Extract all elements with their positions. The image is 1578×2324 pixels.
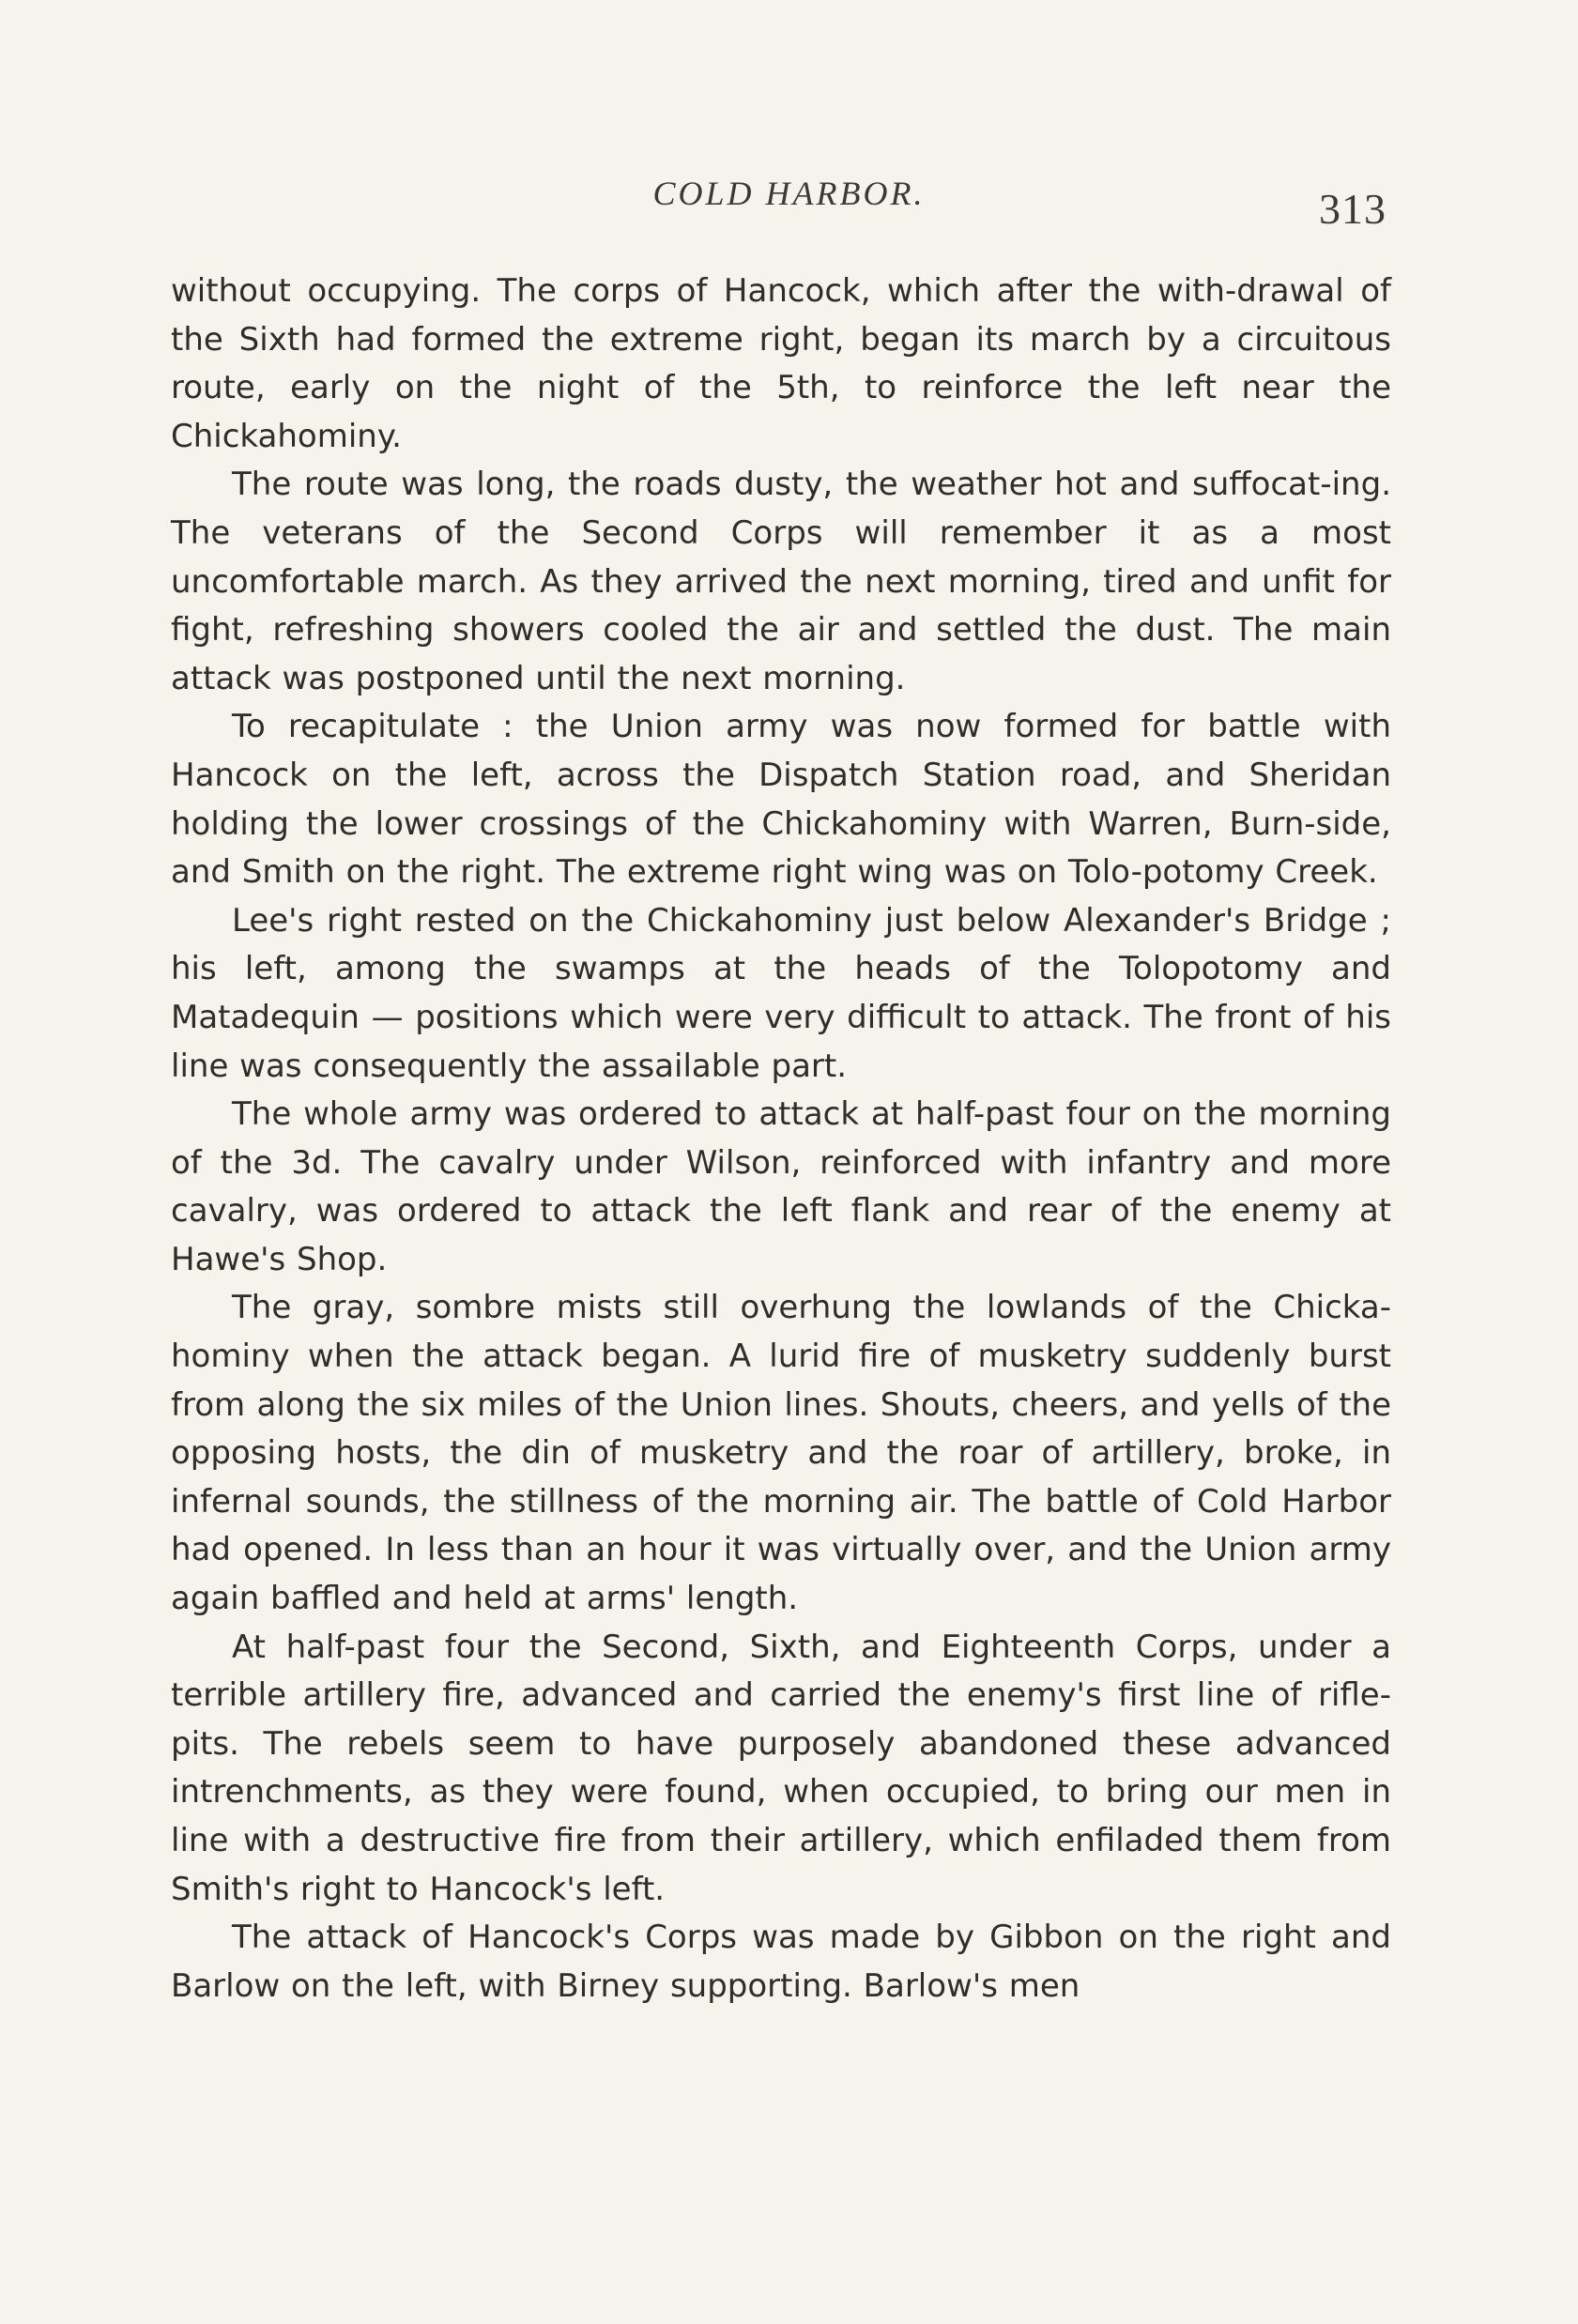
running-head-title: COLD HARBOR.	[652, 175, 926, 212]
paragraph: The whole army was ordered to attack at half-past four on the morning of the 3d. The cavalry under Wilson, reinforced with infantry and more cavalry, was ordered to attack the left flank and rear of the enemy at Hawe's Shop.	[171, 1095, 1391, 1278]
paragraph: The route was long, the roads dusty, the weather hot and suffocat-ing. The veterans of the Second Corps will remember it as a most uncomfortable march. As they arrived the next morning, tired and unfit for fight, refreshing showers cooled the air and settled the dust. The main attack was postponed until the next morning.	[171, 466, 1391, 697]
paragraph: Lee's right rested on the Chickahominy just below Alexander's Bridge ; his left, among the swamps at the heads of the Tolopotomy and Matadequin — positions which were very difficult to attack. The front of his line was consequently the assailable part.	[171, 901, 1391, 1085]
paragraph: The gray, sombre mists still overhung the lowlands of the Chicka-hominy when the attack began. A lurid fire of musketry suddenly burst from along the six miles of the Union lines. Shouts, cheers, and yells of the opposing hosts, the din of musketry and the roar of artillery, broke, in infernal sounds, the stillness of the morning air. The battle of Cold Harbor had opened. In less than an hour it was virtually over, and the Union army again baffled and held at arms' length.	[171, 1289, 1391, 1618]
paragraph: The attack of Hancock's Corps was made by Gibbon on the right and Barlow on the left, with Birney supporting. Barlow's men	[171, 1919, 1391, 2005]
paragraph: without occupying. The corps of Hancock, which after the with-drawal of the Sixth had formed the extreme right, began its march by a circuitous route, early on the night of the 5th, to reinforce the left near the Chickahominy.	[171, 272, 1391, 455]
paragraph: To recapitulate : the Union army was now formed for battle with Hancock on the left, across the Dispatch Station road, and Sheridan holding the lower crossings of the Chickahominy with Warren, Burn-side, and Smith on the right. The extreme right wing was on Tolo-potomy Creek.	[171, 708, 1391, 892]
page-number: 313	[1319, 185, 1386, 233]
body-text	[171, 268, 1391, 2011]
paragraph: At half-past four the Second, Sixth, and Eighteenth Corps, under a terrible artillery fire, advanced and carried the enemy's first line of rifle-pits. The rebels seem to have purposely abandoned these advanced intrenchments, as they were found, when occupied, to bring our men in line with a destructive fire from their artillery, which enfiladed them from Smith's right to Hancock's left.	[171, 1628, 1391, 1908]
